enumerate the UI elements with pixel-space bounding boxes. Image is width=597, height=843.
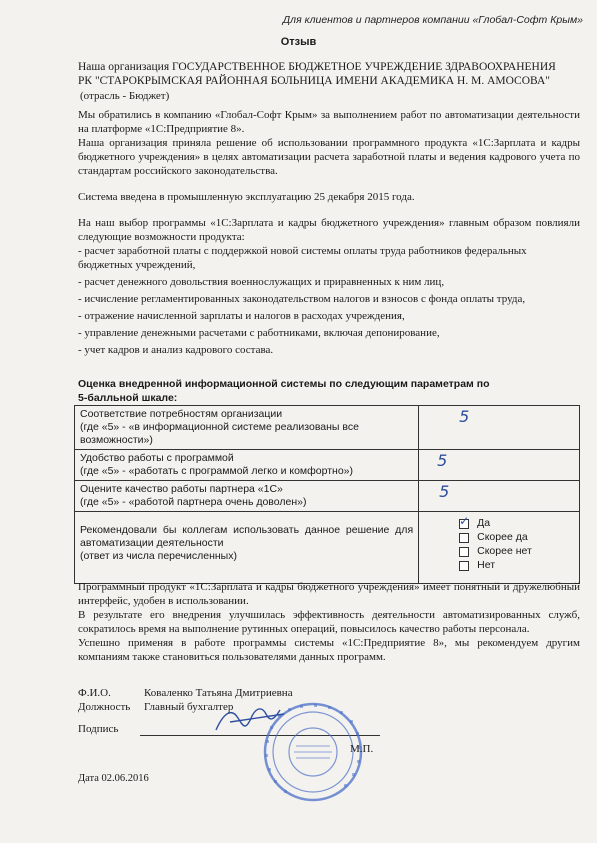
handwritten-score: 5 <box>437 451 448 470</box>
paragraph-4: На наш выбор программы «1С:Зарплата и кадры бюджетного учреждения» главным образом повлияли следующие возможности продукта: <box>78 217 580 243</box>
org-line-2: РК "СТАРОКРЫМСКАЯ РАЙОННАЯ БОЛЬНИЦА ИМЕНИ АКАДЕМИКА Н. М. АМОСОВА" <box>78 75 550 87</box>
option-rather-yes[interactable] <box>459 531 574 544</box>
option-label: Скорее да <box>477 531 528 543</box>
handwritten-score: 5 <box>439 482 450 501</box>
fio-label: Ф.И.О. <box>78 687 111 699</box>
position-value: Главный бухгалтер <box>144 701 234 713</box>
option-rather-no[interactable] <box>459 545 574 558</box>
answer-cell <box>419 450 580 481</box>
checkmark-icon: ✓ <box>459 513 470 528</box>
position-label: Должность <box>78 701 131 713</box>
table-row <box>75 406 580 450</box>
question-note: (где «5» - «работать с программой легко и комфортно») <box>80 465 354 477</box>
feature-item: - учет кадров и анализ кадрового состава. <box>78 344 274 356</box>
table-row <box>75 481 580 512</box>
question-cell <box>75 406 419 450</box>
document-date: Дата 02.06.2016 <box>78 773 149 784</box>
conclusion-2: В результате его внедрения улучшилась эффективность деятельности автоматизированных служб, сократилось время на выполнение рутинных операций, повысилось качество работы персонала. <box>78 609 580 635</box>
choice-block <box>78 216 580 360</box>
org-line-1: Наша организация ГОСУДАРСТВЕННОЕ БЮДЖЕТНОЕ УЧРЕЖДЕНИЕ ЗДРАВООХРАНЕНИЯ <box>78 61 556 73</box>
question-cell <box>75 512 419 584</box>
document-title: Отзыв <box>280 36 317 48</box>
checkbox[interactable] <box>459 533 469 543</box>
question-note: (ответ из числа перечисленных) <box>80 550 237 562</box>
answer-options <box>419 512 580 584</box>
option-yes[interactable] <box>459 513 574 530</box>
question-cell <box>75 450 419 481</box>
header-note: Для клиентов и партнеров компании «Глобал-Софт Крым» <box>282 14 583 26</box>
conclusion-block <box>78 580 580 664</box>
organization-name <box>78 60 582 88</box>
checkbox[interactable] <box>459 561 469 571</box>
signature-label: Подпись <box>78 723 119 735</box>
fio-value: Коваленко Татьяна Дмитриевна <box>144 687 293 699</box>
question-note: (где «5» - «работой партнера очень доволен») <box>80 496 307 508</box>
handwritten-signature-icon <box>210 700 290 740</box>
conclusion-1: Программный продукт «1С:Зарплата и кадры бюджетного учреждения» имеет понятный и дружелюбный интерфейс, удобен в использовании. <box>78 581 580 607</box>
feature-item: - управление денежными расчетами с работниками, включая депонирование, <box>78 327 440 339</box>
question-text: Оцените качество работы партнера «1С» <box>80 483 283 495</box>
table-row <box>75 512 580 584</box>
paragraph-3: Система введена в промышленную эксплуатацию 25 декабря 2015 года. <box>78 191 415 203</box>
answer-cell <box>419 406 580 450</box>
evaluation-table <box>74 405 580 584</box>
paragraph-2: Наша организация приняла решение об использовании программного продукта «1С:Зарплата и кадры бюджетного учреждения» в целях автоматизации расчета заработной платы и ведения кадрового учета по стандартам российского законодательства. <box>78 137 580 177</box>
intro-block <box>78 108 580 178</box>
handwritten-score: 5 <box>459 407 470 426</box>
conclusion-3: Успешно применяя в работе программы системы «1С:Предприятие 8», мы рекомендуем другим компаниям также становиться пользователями данных программ. <box>78 637 580 663</box>
checkbox[interactable] <box>459 547 469 557</box>
answer-cell <box>419 481 580 512</box>
question-text: Удобство работы с программой <box>80 452 234 464</box>
evaluation-title: Оценка внедренной информационной системы по следующим параметрам по 5-балльной шкале: <box>78 378 490 404</box>
feature-item: - отражение начисленной зарплаты и налогов в расходах учреждения, <box>78 310 405 322</box>
option-label: Да <box>477 517 491 529</box>
checkbox-checked[interactable] <box>459 513 470 529</box>
fio-row <box>78 686 578 700</box>
table-row <box>75 450 580 481</box>
question-text: Рекомендовали бы коллегам использовать данное решение для автоматизации деятельности <box>80 524 414 549</box>
question-cell <box>75 481 419 512</box>
feature-item: - расчет денежного довольствия военнослужащих и приравненных к ним лиц, <box>78 276 445 288</box>
feature-item: - исчисление регламентированных законодательством налогов и взносов с фонда оплаты труда, <box>78 293 526 305</box>
option-label: Нет <box>477 559 496 571</box>
question-text: Соответствие потребностям организации <box>80 408 283 420</box>
org-branch: (отрасль - Бюджет) <box>80 90 170 102</box>
option-label: Скорее нет <box>477 545 532 557</box>
question-note: (где «5» - «в информационной системе реализованы все возможности») <box>80 421 359 446</box>
option-no[interactable] <box>459 559 574 572</box>
launch-date-block <box>78 190 580 204</box>
feature-list <box>78 244 580 357</box>
feature-item: - расчет заработной платы с поддержкой новой системы оплаты труда работников федеральных бюджетных учреждений, <box>78 245 527 271</box>
stamp-place-label: М.П. <box>350 743 374 755</box>
paragraph-1: Мы обратились в компанию «Глобал-Софт Крым» за выполнением работ по автоматизации деятельности на платформе «1С:Предприятие 8». <box>78 109 580 135</box>
